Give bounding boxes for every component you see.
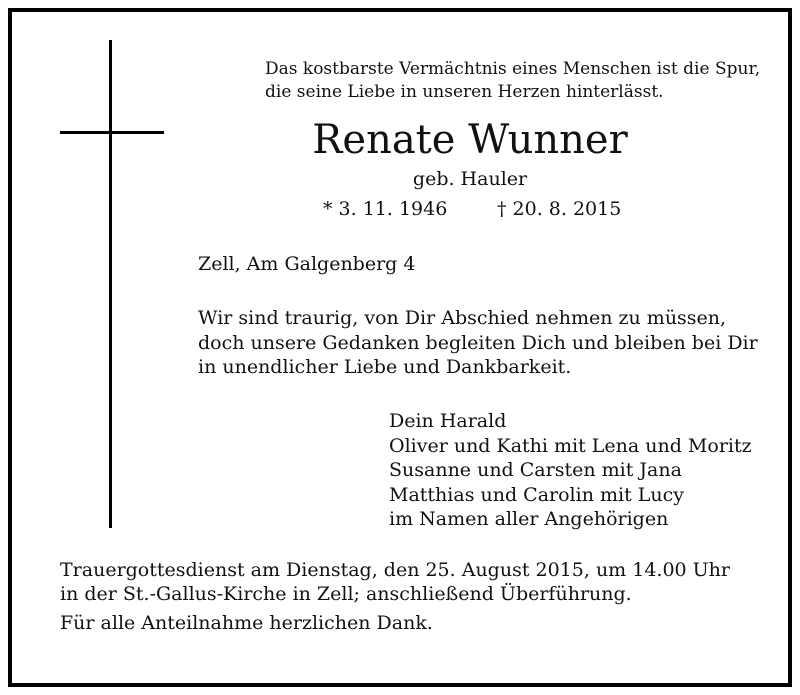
service-line-2: in der St.-Gallus-Kirche in Zell; anschließend Überführung. [60,583,632,605]
service-line-1: Trauergottesdienst am Dienstag, den 25. August 2015, um 14.00 Uhr [60,559,731,581]
thanks-line: Für alle Anteilnahme herzlichen Dank. [60,612,433,634]
mourners-list [389,409,752,532]
mourner-line: Oliver und Kathi mit Lena und Moritz [389,434,752,457]
birth-name: geb. Hauler [412,168,528,190]
mourner-line: Dein Harald [389,410,507,432]
quote-line-2: die seine Liebe in unseren Herzen hinterlässt. [265,82,664,102]
service-info [60,558,730,635]
farewell-message [198,306,758,380]
message-line-1: Wir sind traurig, von Dir Abschied nehmen zu müssen, [198,307,727,329]
birth-date: * 3. 11. 1946 [323,198,448,220]
address: Zell, Am Galgenberg 4 [198,253,416,275]
message-line-3: in unendlicher Liebe und Dankbarkeit. [198,356,572,378]
message-line-2: doch unsere Gedanken begleiten Dich und bleiben bei Dir [198,331,758,354]
death-date: † 20. 8. 2015 [497,198,622,220]
mourner-line: Matthias und Carolin mit Lucy [389,483,684,506]
mourner-line: Susanne und Carsten mit Jana [389,459,682,481]
deceased-name: Renate Wunner [312,117,628,163]
memorial-quote [265,58,785,104]
quote-line-1: Das kostbarste Vermächtnis eines Menschen ist die Spur, [265,59,761,79]
mourner-line: im Namen aller Angehörigen [389,508,669,530]
